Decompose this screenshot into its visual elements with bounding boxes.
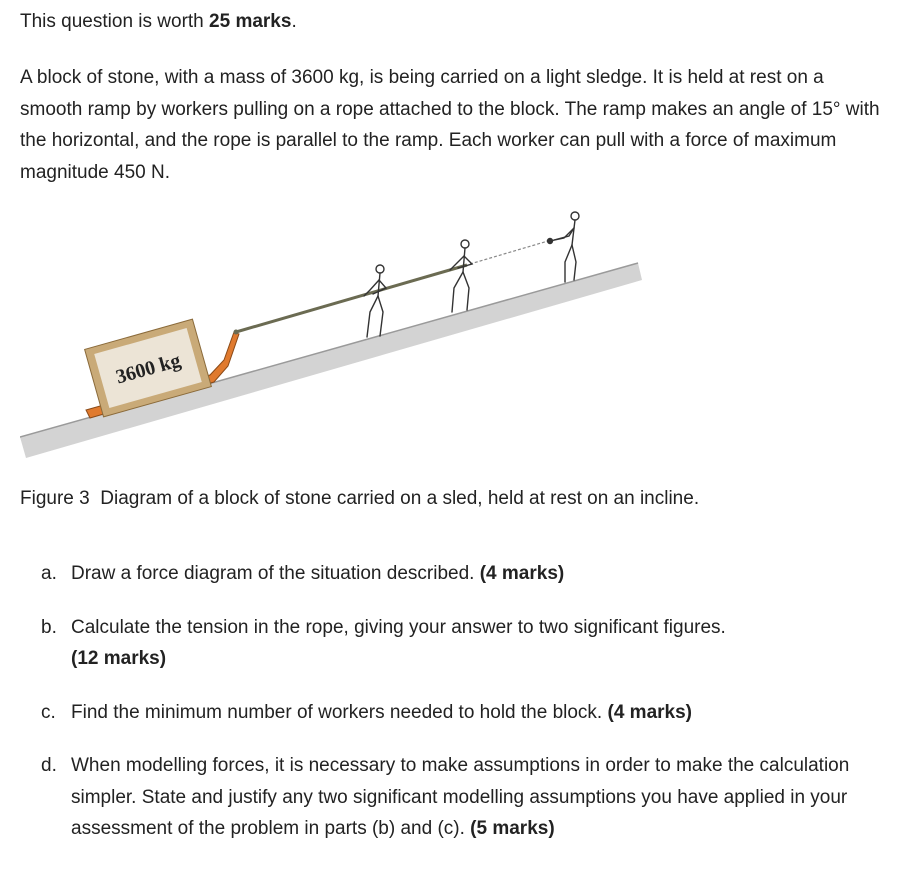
part-letter: a. [41,563,57,584]
worth-prefix: This question is worth [20,11,204,32]
question-part-b [20,612,880,675]
worth-suffix: . [291,11,297,32]
figure-caption-text: Diagram of a block of stone carried on a sled, held at rest on an incline. [100,488,700,509]
question-intro: A block of stone, with a mass of 3600 kg, is being carried on a light sledge. It is held at rest on a smooth ramp by workers pulling on a rope attached to the block. The ramp makes an angle of 15° with the horizontal, and the rope is parallel to the ramp. Each worker can pull with a force of maximum magnitude 450 N. [20,67,880,183]
worth-marks: 25 marks [209,11,292,32]
question-part-d [20,750,880,845]
part-text: Find the minimum number of workers needed to hold the block. [71,701,603,723]
part-marks: (5 marks) [470,818,555,839]
part-text: Calculate the tension in the rope, giving your answer to two significant figures. [71,616,726,638]
worker-2-head [461,240,469,248]
figure-caption-label: Figure 3 [20,488,90,509]
question-worth [20,8,297,36]
worker-figure-2 [450,240,472,312]
part-text: Draw a force diagram of the situation described. [71,563,475,584]
part-marks: (12 marks) [71,648,167,669]
incline-diagram [20,200,660,470]
part-letter: d. [41,755,57,776]
part-marks: (4 marks) [479,563,565,584]
figure-caption [20,485,699,513]
question-parts-list [20,558,880,867]
worker-figure-3 [548,212,580,282]
worker-3-head [571,212,579,220]
question-part-c [20,697,880,729]
worker-1-head [376,265,384,273]
part-letter: c. [41,701,56,723]
worker-3-hand [548,239,553,244]
part-marks: (4 marks) [607,701,692,723]
part-letter: b. [41,616,57,638]
rope-slack [470,241,548,264]
worker-figure-1 [364,265,386,337]
block-mass-label: 3600 kg [113,349,184,389]
rope-knot [234,330,239,335]
question-part-a [20,558,880,590]
part-text: When modelling forces, it is necessary to make assumptions in order to make the calculation simpler. State and justify any two significant modelling assumptions you have applied in your assessment of the problem in parts (b) and (c). [71,755,850,839]
